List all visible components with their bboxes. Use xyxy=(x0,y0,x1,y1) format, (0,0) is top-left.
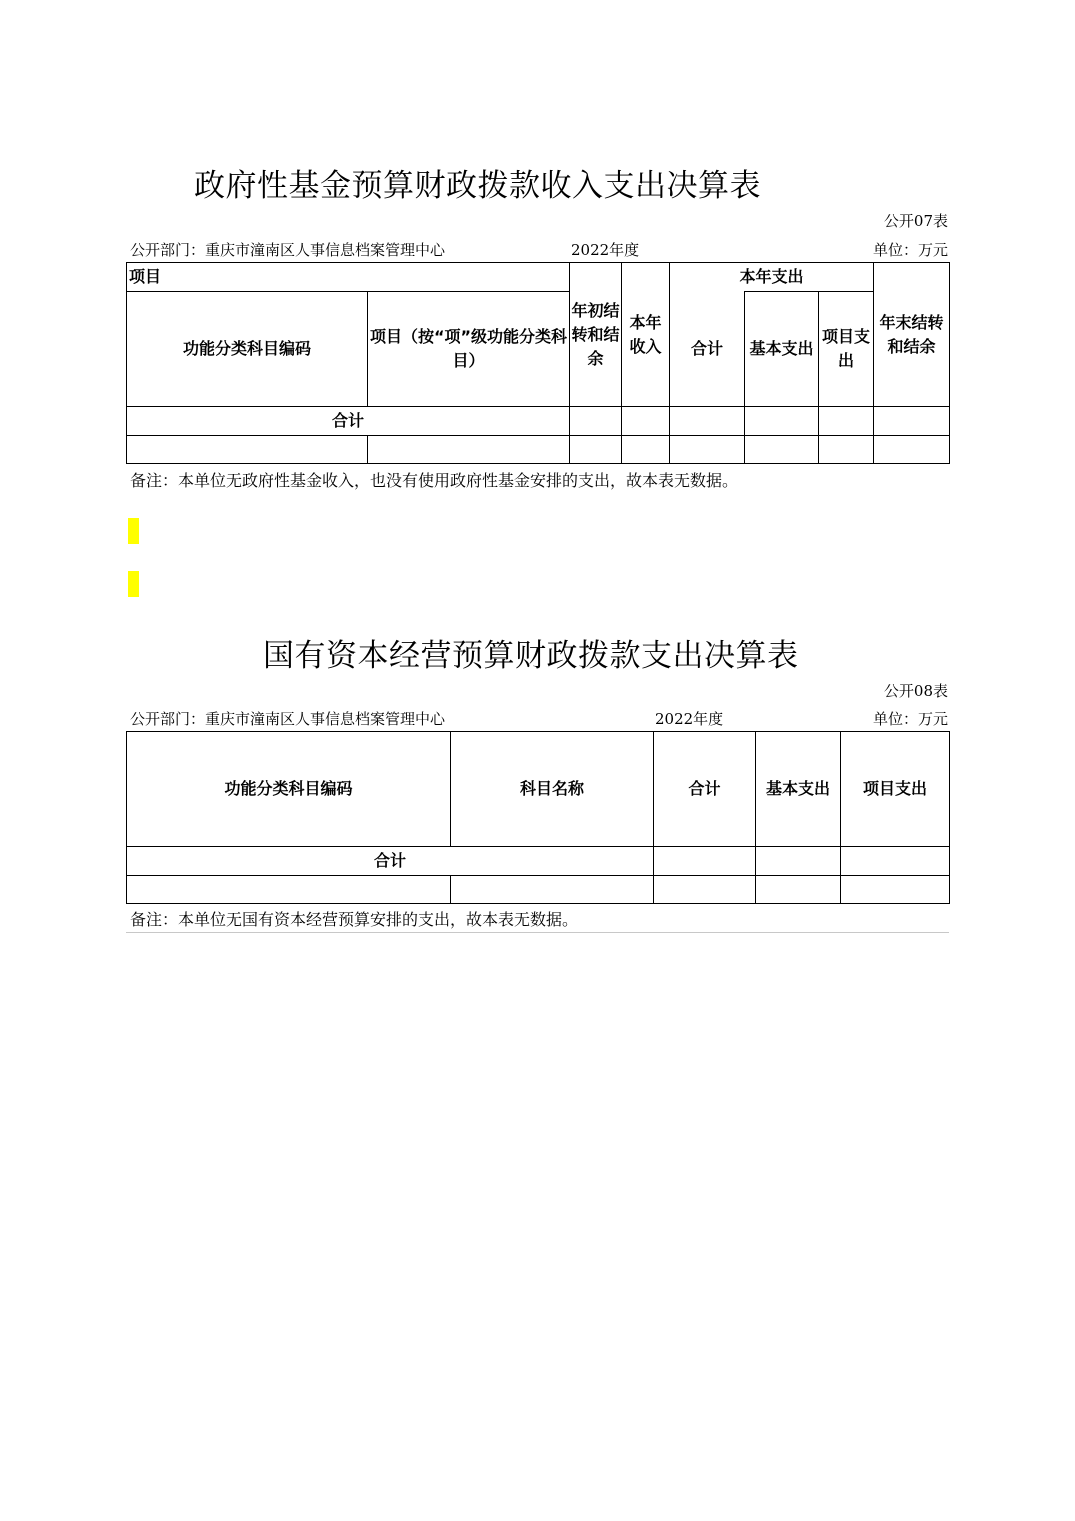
header-basic-expense: 基本支出 xyxy=(745,292,819,407)
table1-year: 2022年度 xyxy=(571,241,640,259)
table-cell xyxy=(745,407,819,436)
table-cell xyxy=(745,436,819,464)
table2-department: 公开部门：重庆市潼南区人事信息档案管理中心 xyxy=(130,710,446,728)
header-begin-balance: 年初结转和结余 xyxy=(570,263,622,407)
table2-unit: 单位：万元 xyxy=(872,710,948,728)
header-expense-group: 本年支出 xyxy=(670,263,874,292)
total-row-label: 合计 xyxy=(127,847,654,876)
header-total: 合计 xyxy=(654,732,756,847)
table-cell xyxy=(841,876,950,904)
table1-remark: 备注：本单位无政府性基金收入，也没有使用政府性基金安排的支出，故本表无数据。 xyxy=(130,471,739,490)
table-cell xyxy=(622,436,670,464)
table1-grid xyxy=(126,262,950,464)
table-cell xyxy=(570,407,622,436)
table-cell xyxy=(841,847,950,876)
table2-grid xyxy=(126,731,950,904)
table-cell xyxy=(570,436,622,464)
table1-unit: 单位：万元 xyxy=(872,241,948,259)
header-project-expense: 项目支出 xyxy=(841,732,950,847)
table-cell xyxy=(874,436,950,464)
table2-title: 国有资本经营预算财政拨款支出决算表 xyxy=(263,638,799,674)
header-expense-total: 合计 xyxy=(670,292,745,407)
header-function-code: 功能分类科目编码 xyxy=(127,292,368,407)
table2-form-number: 公开08表 xyxy=(883,682,948,700)
table-cell xyxy=(756,876,841,904)
divider xyxy=(126,932,949,933)
table-cell xyxy=(756,847,841,876)
header-function-code: 功能分类科目编码 xyxy=(127,732,451,847)
table-cell xyxy=(819,436,874,464)
table2-year: 2022年度 xyxy=(655,710,724,728)
table2-remark: 备注：本单位无国有资本经营预算安排的支出，故本表无数据。 xyxy=(130,910,579,929)
table1-title: 政府性基金预算财政拨款收入支出决算表 xyxy=(194,168,761,204)
highlight-marker xyxy=(128,571,139,597)
header-income: 本年收入 xyxy=(622,263,670,407)
highlight-marker xyxy=(128,518,139,544)
table1-department: 公开部门：重庆市潼南区人事信息档案管理中心 xyxy=(130,241,446,259)
table-row xyxy=(127,876,950,904)
table-cell xyxy=(819,407,874,436)
header-basic-expense: 基本支出 xyxy=(756,732,841,847)
table-cell xyxy=(874,407,950,436)
table-cell xyxy=(127,436,368,464)
table-cell xyxy=(654,847,756,876)
table-cell xyxy=(670,407,745,436)
table-row xyxy=(127,436,950,464)
total-row-label: 合计 xyxy=(127,407,570,436)
table1-form-number: 公开07表 xyxy=(883,212,948,230)
table-cell xyxy=(368,436,570,464)
table-cell xyxy=(451,876,654,904)
table-cell xyxy=(127,876,451,904)
table-cell xyxy=(670,436,745,464)
header-end-balance: 年末结转和结余 xyxy=(874,263,950,407)
header-item: 项目 xyxy=(127,263,570,292)
header-item-name: 项目（按“项”级功能分类科目） xyxy=(368,292,570,407)
table-cell xyxy=(654,876,756,904)
header-project-expense: 项目支出 xyxy=(819,292,874,407)
table-cell xyxy=(622,407,670,436)
header-subject-name: 科目名称 xyxy=(451,732,654,847)
